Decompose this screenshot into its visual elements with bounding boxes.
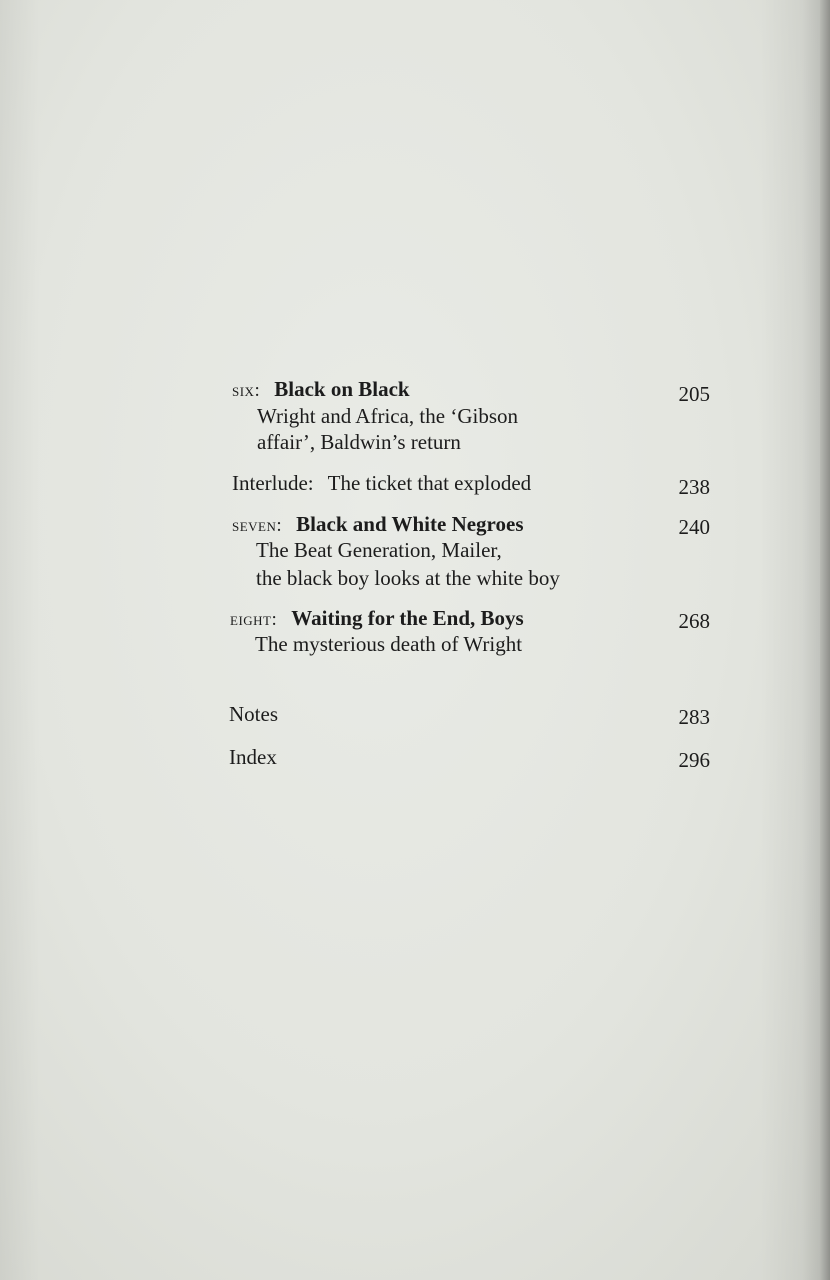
toc-entry-notes: Notes	[229, 702, 278, 726]
chapter-subtitle-line: Wright and Africa, the ‘Gibson	[257, 404, 519, 428]
interlude-title: The ticket that exploded	[327, 471, 532, 495]
page-number: 268	[678, 609, 710, 633]
page-number: 240	[678, 515, 710, 539]
toc-entry-seven	[232, 511, 524, 539]
toc-entry-index: Index	[229, 745, 277, 769]
page-edge	[820, 0, 830, 1280]
chapter-title: Black on Black	[274, 377, 410, 401]
page-number: 296	[678, 748, 710, 772]
chapter-title: Black and White Negroes	[296, 512, 524, 536]
chapter-label: six:	[232, 380, 261, 401]
chapter-label: seven:	[232, 515, 283, 536]
toc-entry-interlude	[232, 470, 531, 497]
page-number: 283	[678, 705, 710, 729]
chapter-subtitle-line: the black boy looks at the white boy	[256, 566, 560, 590]
chapter-subtitle-line: The mysterious death of Wright	[255, 632, 523, 656]
page-number: 238	[678, 475, 710, 499]
chapter-label: eight:	[230, 609, 278, 630]
toc-entry-six	[232, 376, 410, 404]
chapter-title: Waiting for the End, Boys	[291, 606, 524, 630]
chapter-subtitle-line: The Beat Generation, Mailer,	[256, 538, 502, 562]
page-left-shadow	[0, 0, 40, 1280]
chapter-subtitle-line: affair’, Baldwin’s return	[257, 430, 461, 454]
page-number: 205	[678, 382, 710, 406]
toc-entry-eight	[230, 605, 524, 633]
interlude-label: Interlude:	[232, 471, 314, 495]
